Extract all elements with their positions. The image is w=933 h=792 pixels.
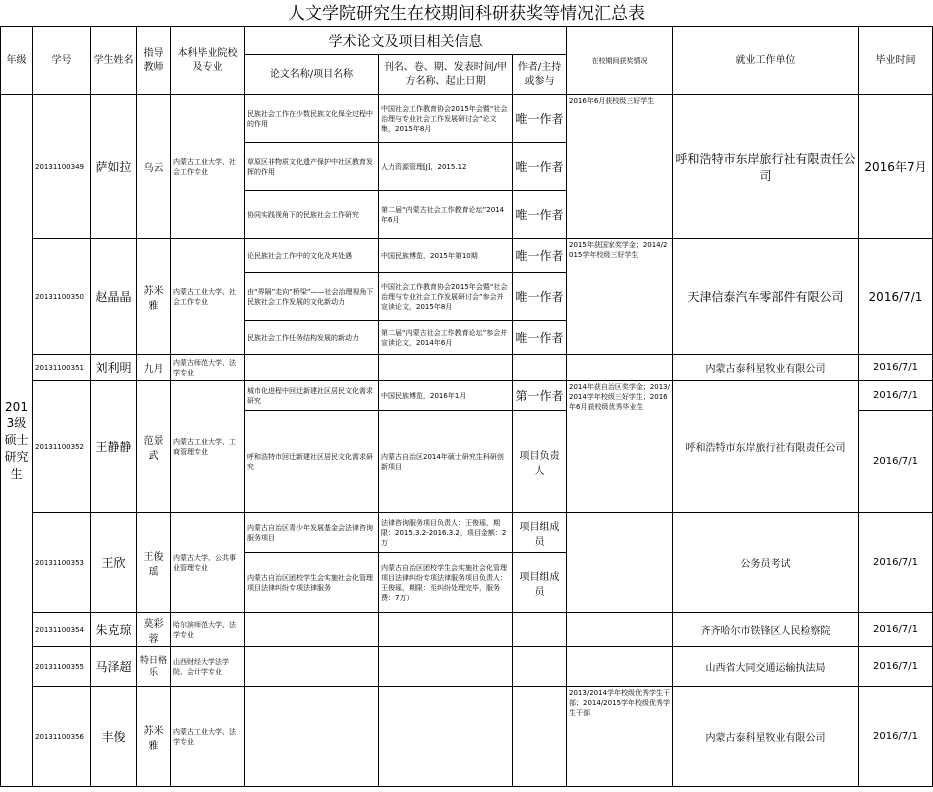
undergrad: 内蒙古工业大学、社会工作专业: [171, 95, 245, 239]
paper-role: 唯一作者: [513, 321, 567, 355]
paper-title: 民族社会工作在少数民族文化保全过程中的作用: [245, 95, 379, 143]
grad-time: 2016/7/1: [859, 613, 933, 647]
employer: 山西省大同交通运输执法局: [673, 647, 859, 687]
page-title: 人文学院研究生在校期间科研获奖等情况汇总表: [288, 4, 645, 24]
paper-role: 唯一作者: [513, 95, 567, 143]
header-name: 学生姓名: [91, 27, 137, 95]
student-name: 刘利明: [91, 355, 137, 381]
advisor: 特日格乐: [137, 647, 171, 687]
paper-role: 项目组成员: [513, 553, 567, 613]
paper-journal: 人力资源管理[J]，2015.12: [379, 143, 513, 191]
header-awards: 在校期间获奖情况: [567, 27, 673, 95]
header-undergrad: 本科毕业院校及专业: [171, 27, 245, 95]
paper-title: 民族社会工作任务结构发展的新动力: [245, 321, 379, 355]
awards: [567, 355, 673, 381]
student-id: 20131100355: [33, 647, 91, 687]
awards: 2013/2014学年校级优秀学生干部；2014/2015学年校级优秀学生干部: [567, 687, 673, 787]
paper-title: 内蒙古自治区团校学生会实施社会化管理项目法律纠纷专项法律服务: [245, 553, 379, 613]
paper-role: 唯一作者: [513, 143, 567, 191]
student-id: 20131100350: [33, 239, 91, 355]
grad-time: 2016/7/1: [859, 355, 933, 381]
paper-role: 项目负责人: [513, 411, 567, 513]
student-id: 20131100353: [33, 513, 91, 613]
grad-time: 2016/7/1: [859, 513, 933, 613]
paper-journal: 中国社会工作教育协会2015年会暨“社会治理与专业社会工作发展研讨会”论文集，2015年8月: [379, 95, 513, 143]
undergrad: 内蒙古师范大学、法学专业: [171, 355, 245, 381]
awards: 2014年获自治区奖学金；2013/2014学年校级三好学生；2016年6月获校级优秀毕业生: [567, 381, 673, 513]
student-id: 20131100349: [33, 95, 91, 239]
awards: [567, 513, 673, 613]
header-grade: 年级: [1, 27, 33, 95]
grad-time: 2016/7/1: [859, 411, 933, 513]
advisor: 苏米雅: [137, 239, 171, 355]
undergrad: 内蒙古工业大学、法学专业: [171, 687, 245, 787]
paper-journal: 中国民族博览，2016年1月: [379, 381, 513, 411]
paper-journal: 中国社会工作教育协会2015年会暨“社会治理与专业社会工作发展研讨会”参会并宣读论文，2015年8月: [379, 273, 513, 321]
header-paper: 论文名称/项目名称: [245, 55, 379, 95]
employer: 呼和浩特市东岸旅行社有限责任公司: [673, 381, 859, 513]
paper-journal: 第二届“内蒙古社会工作教育论坛”参会并宣读论文，2014年6月: [379, 321, 513, 355]
student-id: 20131100354: [33, 613, 91, 647]
student-name: 赵晶晶: [91, 239, 137, 355]
grad-time: 2016/7/1: [859, 687, 933, 787]
header-employer: 就业工作单位: [673, 27, 859, 95]
student-name: 萨如拉: [91, 95, 137, 239]
undergrad: 内蒙古工业大学、社会工作专业: [171, 239, 245, 355]
paper-title: 草原区非物质文化遗产保护中社区教育发挥的作用: [245, 143, 379, 191]
advisor: 王俊瑶: [137, 513, 171, 613]
student-name: 王静静: [91, 381, 137, 513]
awards: [567, 613, 673, 647]
student-name: 马泽超: [91, 647, 137, 687]
employer: 公务员考试: [673, 513, 859, 613]
student-id: 20131100356: [33, 687, 91, 787]
advisor: 范景武: [137, 381, 171, 513]
employer: 呼和浩特市东岸旅行社有限责任公司: [673, 95, 859, 239]
student-name: 朱克琼: [91, 613, 137, 647]
header-role: 作者/主持或参与: [513, 55, 567, 95]
paper-title: 内蒙古自治区青少年发展基金会法律咨询服务项目: [245, 513, 379, 553]
paper-journal: 中国民族博览，2015年第10期: [379, 239, 513, 273]
grad-time: 2016/7/1: [859, 647, 933, 687]
paper-journal: 第二届“内蒙古社会工作教育论坛”2014年6月: [379, 191, 513, 239]
grad-time: 2016/7/1: [859, 381, 933, 411]
awards: [567, 647, 673, 687]
student-id: 20131100351: [33, 355, 91, 381]
student-id: 20131100352: [33, 381, 91, 513]
paper-role: 唯一作者: [513, 239, 567, 273]
awards: 2016年6月获校级三好学生: [567, 95, 673, 239]
grad-time: 2016年7月: [859, 95, 933, 239]
grade-cell: 2013级硕士研究生: [1, 95, 33, 787]
paper-role: 项目组成员: [513, 513, 567, 553]
paper-title: 论民族社会工作中的文化及其处遇: [245, 239, 379, 273]
paper-role: 第一作者: [513, 381, 567, 411]
undergrad: 内蒙古工业大学、工商管理专业: [171, 381, 245, 513]
employer: 内蒙古泰科星牧业有限公司: [673, 687, 859, 787]
paper-journal: 内蒙古自治区团校学生会实施社会化管理项目法律纠纷专项法律服务项目负责人：王俊瑶，期限：至纠纷处理完毕，服务费：7万）: [379, 553, 513, 613]
header-section: 学术论文及项目相关信息: [245, 27, 567, 55]
paper-title: 城市化进程中回迁新建社区居民文化需求研究: [245, 381, 379, 411]
employer: 天津信泰汽车零部件有限公司: [673, 239, 859, 355]
header-grad-time: 毕业时间: [859, 27, 933, 95]
paper-journal: 法律咨询服务项目负责人：王俊瑶，期限：2015.3.2-2016.3.2，项目金额：2万: [379, 513, 513, 553]
undergrad: 哈尔滨师范大学、法学专业: [171, 613, 245, 647]
paper-title: 呼和浩特市回迁新建社区居民文化需求研究: [245, 411, 379, 513]
paper-role: 唯一作者: [513, 273, 567, 321]
undergrad: 山西财经大学法学院、会计学专业: [171, 647, 245, 687]
advisor: 乌云: [137, 95, 171, 239]
grad-time: 2016/7/1: [859, 239, 933, 355]
advisor: 莫彩蓉: [137, 613, 171, 647]
student-name: 王欣: [91, 513, 137, 613]
summary-table: [0, 26, 933, 787]
undergrad: 内蒙古大学、公共事业管理专业: [171, 513, 245, 613]
header-student-id: 学号: [33, 27, 91, 95]
paper-title: 协同实践视角下的民族社会工作研究: [245, 191, 379, 239]
paper-title: 由“界隔”走向“桥梁”——社会治理视角下民族社会工作发展的文化新动力: [245, 273, 379, 321]
employer: 内蒙古泰科星牧业有限公司: [673, 355, 859, 381]
advisor: 九月: [137, 355, 171, 381]
header-journal: 刊名、卷、期、发表时间/甲方名称、起止日期: [379, 55, 513, 95]
advisor: 苏米雅: [137, 687, 171, 787]
student-name: 丰俊: [91, 687, 137, 787]
awards: 2015年获国家奖学金；2014/2015学年校级三好学生: [567, 239, 673, 355]
paper-role: 唯一作者: [513, 191, 567, 239]
header-advisor: 指导教师: [137, 27, 171, 95]
paper-journal: 内蒙古自治区2014年硕士研究生科研创新项目: [379, 411, 513, 513]
employer: 齐齐哈尔市铁锋区人民检察院: [673, 613, 859, 647]
